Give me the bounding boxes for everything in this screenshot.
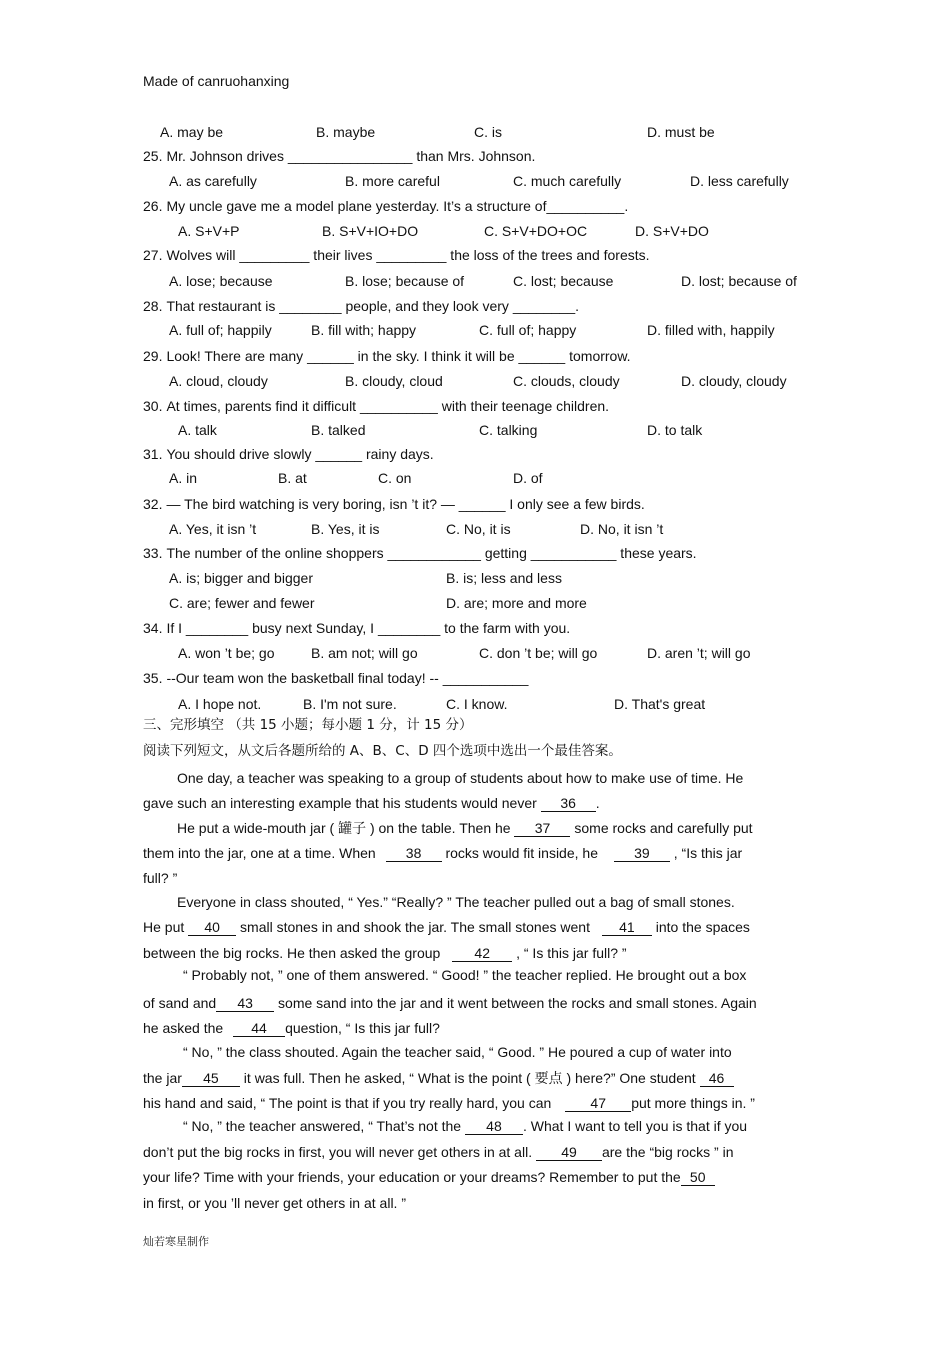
page-header: Made of canruohanxing xyxy=(143,73,290,89)
option-b: B. talked xyxy=(311,422,366,438)
question-text: — The bird watching is very boring, isn ’t it? — xyxy=(166,496,459,512)
passage-line xyxy=(143,1019,440,1037)
option-a: A. I hope not. xyxy=(178,696,262,712)
answer-blank[interactable]: _________ xyxy=(239,247,310,263)
passage-text: it was full. Then he asked, “ What is the point ( 要点 ) here?” One student xyxy=(239,1070,700,1086)
passage-line xyxy=(143,918,750,936)
cloze-blank-42[interactable]: 42 xyxy=(452,945,512,962)
option-d: D. filled with, happily xyxy=(647,322,775,338)
passage-text: He put a wide-mouth jar ( 罐子 ) on the table. Then he xyxy=(177,820,515,836)
passage-line: full? ” xyxy=(143,870,178,886)
question-text: getting xyxy=(480,545,531,561)
option-d: D. less carefully xyxy=(690,173,789,189)
passage-text: small stones in and shook the jar. The small stones went xyxy=(236,919,594,935)
question-text: these years. xyxy=(616,545,697,561)
question-number: 27. xyxy=(143,247,163,263)
passage-text: gave such an interesting example that his students would never xyxy=(143,795,541,811)
passage-text: “ No, ” the teacher answered, “ That’s not the xyxy=(183,1118,465,1134)
cloze-blank-48[interactable]: 48 xyxy=(465,1118,523,1135)
cloze-blank-45[interactable]: 45 xyxy=(182,1070,240,1087)
passage-text: your life? Time with your friends, your education or your dreams? Remember to put the xyxy=(143,1169,681,1185)
question-stem xyxy=(143,669,528,687)
question-text: I only see a few birds. xyxy=(505,496,645,512)
option-a: A. lose; because xyxy=(169,273,273,289)
question-text: their lives xyxy=(309,247,377,263)
passage-line xyxy=(177,819,753,837)
cloze-blank-49[interactable]: 49 xyxy=(536,1144,602,1161)
passage-text: He put xyxy=(143,919,189,935)
option-a: A. cloud, cloudy xyxy=(169,373,268,389)
passage-text: some sand into the jar and it went between the rocks and small stones. Again xyxy=(274,995,757,1011)
question-text: The number of the online shoppers xyxy=(166,545,388,561)
passage-line: Everyone in class shouted, “ Yes.” “Really? ” The teacher pulled out a bag of small stones. xyxy=(177,894,735,910)
question-text: in the sky. I think it will be xyxy=(353,348,519,364)
question-stem xyxy=(143,246,650,264)
question-text: rainy days. xyxy=(362,446,434,462)
option-c: C. on xyxy=(378,470,412,486)
passage-text: of sand and xyxy=(143,995,217,1011)
cloze-blank-44[interactable]: 44 xyxy=(233,1020,285,1037)
passage-text: question, “ Is this jar full? xyxy=(285,1020,440,1036)
option-b: B. cloudy, cloud xyxy=(345,373,443,389)
q24-option-c: C. is xyxy=(474,124,502,140)
option-d: D. lost; because of xyxy=(681,273,797,289)
question-stem xyxy=(143,445,434,463)
passage-text: them into the jar, one at a time. When xyxy=(143,845,380,861)
option-c: C. much carefully xyxy=(513,173,622,189)
question-number: 34. xyxy=(143,620,163,636)
question-number: 30. xyxy=(143,398,163,414)
question-stem xyxy=(143,544,697,562)
question-text: the loss of the trees and forests. xyxy=(446,247,650,263)
question-stem xyxy=(143,347,631,365)
passage-line xyxy=(143,794,600,812)
passage-line xyxy=(143,1094,755,1112)
passage-text: , “Is this jar xyxy=(669,845,743,861)
option-c: C. lost; because xyxy=(513,273,614,289)
option-d: D. are; more and more xyxy=(446,595,587,611)
question-text: people, and they look very xyxy=(341,298,513,314)
passage-text: don’t put the big rocks in first, you will never get others in at all. xyxy=(143,1144,536,1160)
q24-option-a: A. may be xyxy=(160,124,224,140)
question-stem xyxy=(143,147,535,165)
option-d: D. cloudy, cloudy xyxy=(681,373,787,389)
question-text: with their teenage children. xyxy=(437,398,610,414)
question-stem xyxy=(143,619,570,637)
cloze-blank-40[interactable]: 40 xyxy=(188,919,236,936)
passage-text: between the big rocks. He then asked the group xyxy=(143,945,445,961)
option-b: B. am not; will go xyxy=(311,645,418,661)
option-a: A. won ’t be; go xyxy=(178,645,275,661)
passage-line xyxy=(183,1117,747,1135)
question-number: 35. xyxy=(143,670,163,686)
question-number: 25. xyxy=(143,148,163,164)
passage-text: his hand and said, “ The point is that if you try really hard, you can xyxy=(143,1095,556,1111)
passage-text: the jar xyxy=(143,1070,182,1086)
question-number: 31. xyxy=(143,446,163,462)
option-b: B. lose; because of xyxy=(345,273,465,289)
q24-option-b: B. maybe xyxy=(316,124,376,140)
passage-line xyxy=(143,944,627,962)
question-text: ’ xyxy=(451,198,454,214)
answer-blank[interactable]: ______ xyxy=(315,446,363,462)
question-text: to the farm with you. xyxy=(440,620,571,636)
question-text: Mr. Johnson drives xyxy=(166,148,288,164)
option-d: D. to talk xyxy=(647,422,703,438)
answer-blank[interactable]: ______ xyxy=(307,348,354,364)
cloze-blank-41[interactable]: 41 xyxy=(602,919,652,936)
passage-line xyxy=(143,994,757,1012)
question-text: Wolves will xyxy=(166,247,240,263)
option-d: D. of xyxy=(513,470,543,486)
question-text: You should drive slowly xyxy=(166,446,316,462)
answer-blank[interactable]: ________ xyxy=(512,298,576,314)
passage-line xyxy=(143,844,742,862)
section3-instruction: 阅读下列短文，从文后各题所给的 A、B、C、D 四个选项中选出一个最佳答案。 xyxy=(143,743,622,759)
option-a: A. in xyxy=(169,470,198,486)
cloze-blank-36[interactable]: 36 xyxy=(541,795,596,812)
option-d: D. That's great xyxy=(614,696,706,712)
option-d: D. No, it isn ’t xyxy=(580,521,664,537)
passage-text: he asked the xyxy=(143,1020,228,1036)
option-c: C. clouds, cloudy xyxy=(513,373,620,389)
option-c: C. I know. xyxy=(446,696,508,712)
cloze-blank-37[interactable]: 37 xyxy=(514,820,570,837)
passage-line xyxy=(143,1143,733,1161)
passage-line: One day, a teacher was speaking to a group of students about how to make use of time. He xyxy=(177,770,744,786)
q24-option-d: D. must be xyxy=(647,124,715,140)
question-text: My uncle gave me a model plane yesterday. It xyxy=(166,198,452,214)
question-stem xyxy=(143,495,645,513)
option-d: D. S+V+DO xyxy=(635,223,709,239)
question-text: than Mrs. Johnson. xyxy=(412,148,536,164)
answer-blank[interactable]: ___________ xyxy=(442,670,529,686)
question-text: s a structure of__________. xyxy=(453,198,629,214)
option-c: C. don ’t be; will go xyxy=(479,645,598,661)
option-b: B. S+V+IO+DO xyxy=(322,223,419,239)
question-text: Look! There are many xyxy=(166,348,308,364)
answer-blank[interactable]: ________ xyxy=(279,298,342,314)
answer-blank[interactable]: __________ xyxy=(359,398,438,414)
option-c: C. are; fewer and fewer xyxy=(169,595,315,611)
question-text: tomorrow. xyxy=(565,348,631,364)
option-c: C. S+V+DO+OC xyxy=(484,223,588,239)
passage-text: some rocks and carefully put xyxy=(570,820,753,836)
passage-text: into the spaces xyxy=(651,919,750,935)
option-c: C. talking xyxy=(479,422,538,438)
question-stem xyxy=(143,397,609,415)
question-number: 32. xyxy=(143,496,163,512)
question-stem xyxy=(143,197,628,215)
passage-line: “ No, ” the class shouted. Again the teacher said, “ Good. ” He poured a cup of water into xyxy=(183,1044,732,1060)
question-text: That restaurant is xyxy=(166,298,280,314)
option-b: B. Yes, it is xyxy=(311,521,380,537)
cloze-blank-38[interactable]: 38 xyxy=(386,845,442,862)
option-a: A. is; bigger and bigger xyxy=(169,570,313,586)
question-text: . xyxy=(575,298,580,314)
option-b: B. at xyxy=(278,470,307,486)
option-b: B. more careful xyxy=(345,173,440,189)
cloze-blank-39[interactable]: 39 xyxy=(614,845,670,862)
option-a: A. S+V+P xyxy=(178,223,240,239)
answer-blank[interactable]: _________ xyxy=(376,247,447,263)
option-c: C. No, it is xyxy=(446,521,511,537)
question-number: 26. xyxy=(143,198,163,214)
option-c: C. full of; happy xyxy=(479,322,577,338)
question-text: At times, parents find it difficult xyxy=(166,398,360,414)
page-footer: 灿若寒星制作 xyxy=(143,1235,209,1248)
option-a: A. as carefully xyxy=(169,173,257,189)
answer-blank[interactable]: ______ xyxy=(458,496,506,512)
passage-line: in first, or you ’ll never get others in at all. ” xyxy=(143,1195,406,1211)
passage-line xyxy=(143,1168,715,1186)
passage-text: . xyxy=(595,795,600,811)
passage-line: “ Probably not, ” one of them answered. “ Good! ” the teacher replied. He brought out a box xyxy=(183,967,747,983)
passage-text: . What I want to tell you is that if you xyxy=(522,1118,748,1134)
passage-text: are the “big rocks ” in xyxy=(601,1144,734,1160)
answer-blank[interactable]: ______ xyxy=(518,348,566,364)
passage-text: put more things in. ” xyxy=(631,1095,755,1111)
cloze-blank-46[interactable]: 46 xyxy=(700,1070,734,1087)
option-b: B. fill with; happy xyxy=(311,322,417,338)
option-a: A. Yes, it isn ’t xyxy=(169,521,257,537)
answer-blank[interactable]: ________ xyxy=(185,620,249,636)
question-text: If I xyxy=(166,620,186,636)
section3-title: 三、完形填空 （共 15 小题；每小题 1 分，计 15 分） xyxy=(143,717,473,733)
option-b: B. is; less and less xyxy=(446,570,562,586)
answer-blank[interactable]: ________________ xyxy=(287,148,413,164)
option-a: A. full of; happily xyxy=(169,322,272,338)
option-d: D. aren ’t; will go xyxy=(647,645,751,661)
question-number: 29. xyxy=(143,348,163,364)
passage-line xyxy=(143,1069,734,1087)
answer-blank[interactable]: ___________ xyxy=(530,545,617,561)
question-number: 33. xyxy=(143,545,163,561)
question-stem xyxy=(143,297,579,315)
answer-blank[interactable]: ________ xyxy=(377,620,441,636)
question-text: --Our team won the basketball final today! -- xyxy=(166,670,443,686)
answer-blank[interactable]: ____________ xyxy=(387,545,481,561)
cloze-blank-47[interactable]: 47 xyxy=(565,1095,631,1112)
cloze-blank-43[interactable]: 43 xyxy=(216,995,274,1012)
question-number: 28. xyxy=(143,298,163,314)
option-a: A. talk xyxy=(178,422,217,438)
option-b: B. I'm not sure. xyxy=(303,696,397,712)
cloze-blank-50[interactable]: 50 xyxy=(681,1169,715,1186)
passage-text: rocks would fit inside, he xyxy=(441,845,602,861)
passage-text: , “ Is this jar full? ” xyxy=(512,945,627,961)
question-text: busy next Sunday, I xyxy=(248,620,378,636)
